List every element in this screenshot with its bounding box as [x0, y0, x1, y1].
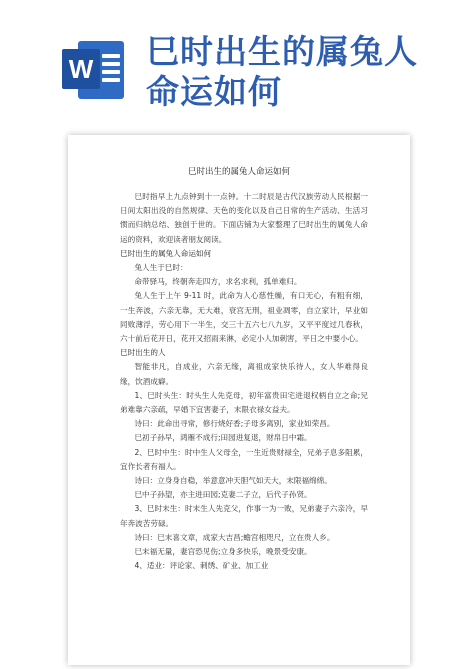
- paragraph: 4、适业：评论家、刺绣、矿业、加工业: [134, 561, 269, 571]
- section-heading: 巳时出生的属兔人命运如何: [120, 248, 212, 258]
- document-body: [120, 190, 368, 573]
- paragraph: 诗曰：此命出寻常，修行烧好香;子母多离别，家业如荣昌。: [134, 419, 335, 429]
- paragraph: 诗曰：立身身自稳，举意意冲天胆气如天大，末限福绵绵。: [134, 476, 332, 486]
- paragraph: 1、巳时头生：时头生人先克母，初年富贵田宅进退权柄自立之命;兄弟难靠六亲疏，早婚下宜害妻子，末限衣禄女益夫。: [120, 390, 368, 415]
- header-title: [146, 32, 466, 112]
- word-icon-line: [102, 62, 120, 66]
- paragraph: 巳初子孙早，鸿雁不成行;田园进复退，财帛日中霜。: [134, 433, 312, 443]
- header-banner: [0, 0, 474, 130]
- paragraph: 兔人生于巳时：: [134, 263, 188, 273]
- paragraph: 兔人生于上午 9-11 时，此命为人心慈性燥，有口无心，有粗有细，一生奔波，六亲无靠，无大难，衰宫无刑，祖业凋零，自立家计，早业如同败薄浮，劳心用下一半生，交三十五六七八九岁，又平平度过几春秋，六十前后花开日，花开又招雨来淋，必定小人加刺害，平日之中要小心。: [120, 291, 368, 344]
- header-title-line1: 巳时出生的属兔人: [146, 32, 418, 71]
- paragraph: 命带驿马，终朝奔走四方，求名求利，孤单难归。: [134, 277, 302, 287]
- document-title: 巳时出生的属兔人命运如何: [187, 167, 290, 177]
- paragraph: 诗曰：巳末喜文章，成家大吉昌;蟾宫相咫尺，立在贵人乡。: [134, 532, 335, 542]
- paragraph: 智能非凡，自成业，六亲无缘，离祖成家快乐待人，女人华难得良缘，饮酒成癖。: [120, 362, 368, 386]
- paragraph: 巳中子孙望，亦主进田园;克妻二子立，后代子孙贤。: [134, 490, 312, 500]
- paragraph: 巳时指早上九点钟到十一点钟。十二时辰是古代汉族劳动人民根据一日间太阳出没的自然规律、天色的变化以及自己日常的生产活动、生活习惯而归纳总结、独创于世的。下面店铺为大家整理了巳时出生的属兔人命运的资料，欢迎读者朋友阅读。: [120, 192, 368, 244]
- word-icon-line: [102, 54, 120, 58]
- paragraph: 2、巳时中生：时中生人父母全，一生近贵财禄全，兄弟子息多阻累，宜作长者有福人。: [120, 447, 368, 471]
- paragraph: 巳末福无量，妻宫恐见伤;立身多快乐，晚景受安康。: [134, 547, 312, 557]
- document-page: [68, 135, 410, 665]
- word-document-icon: [62, 37, 128, 103]
- header-title-line2: 命运如何: [146, 72, 282, 111]
- word-icon-line: [102, 78, 120, 82]
- section-heading: 巳时出生的人: [120, 348, 166, 358]
- paragraph: 3、巳时末生：时末生人先克父，作事一为一败，兄弟妻子六亲冷，早年奔波苦劳碌。: [120, 504, 368, 528]
- word-icon-badge: W: [62, 49, 100, 89]
- word-icon-line: [102, 70, 120, 74]
